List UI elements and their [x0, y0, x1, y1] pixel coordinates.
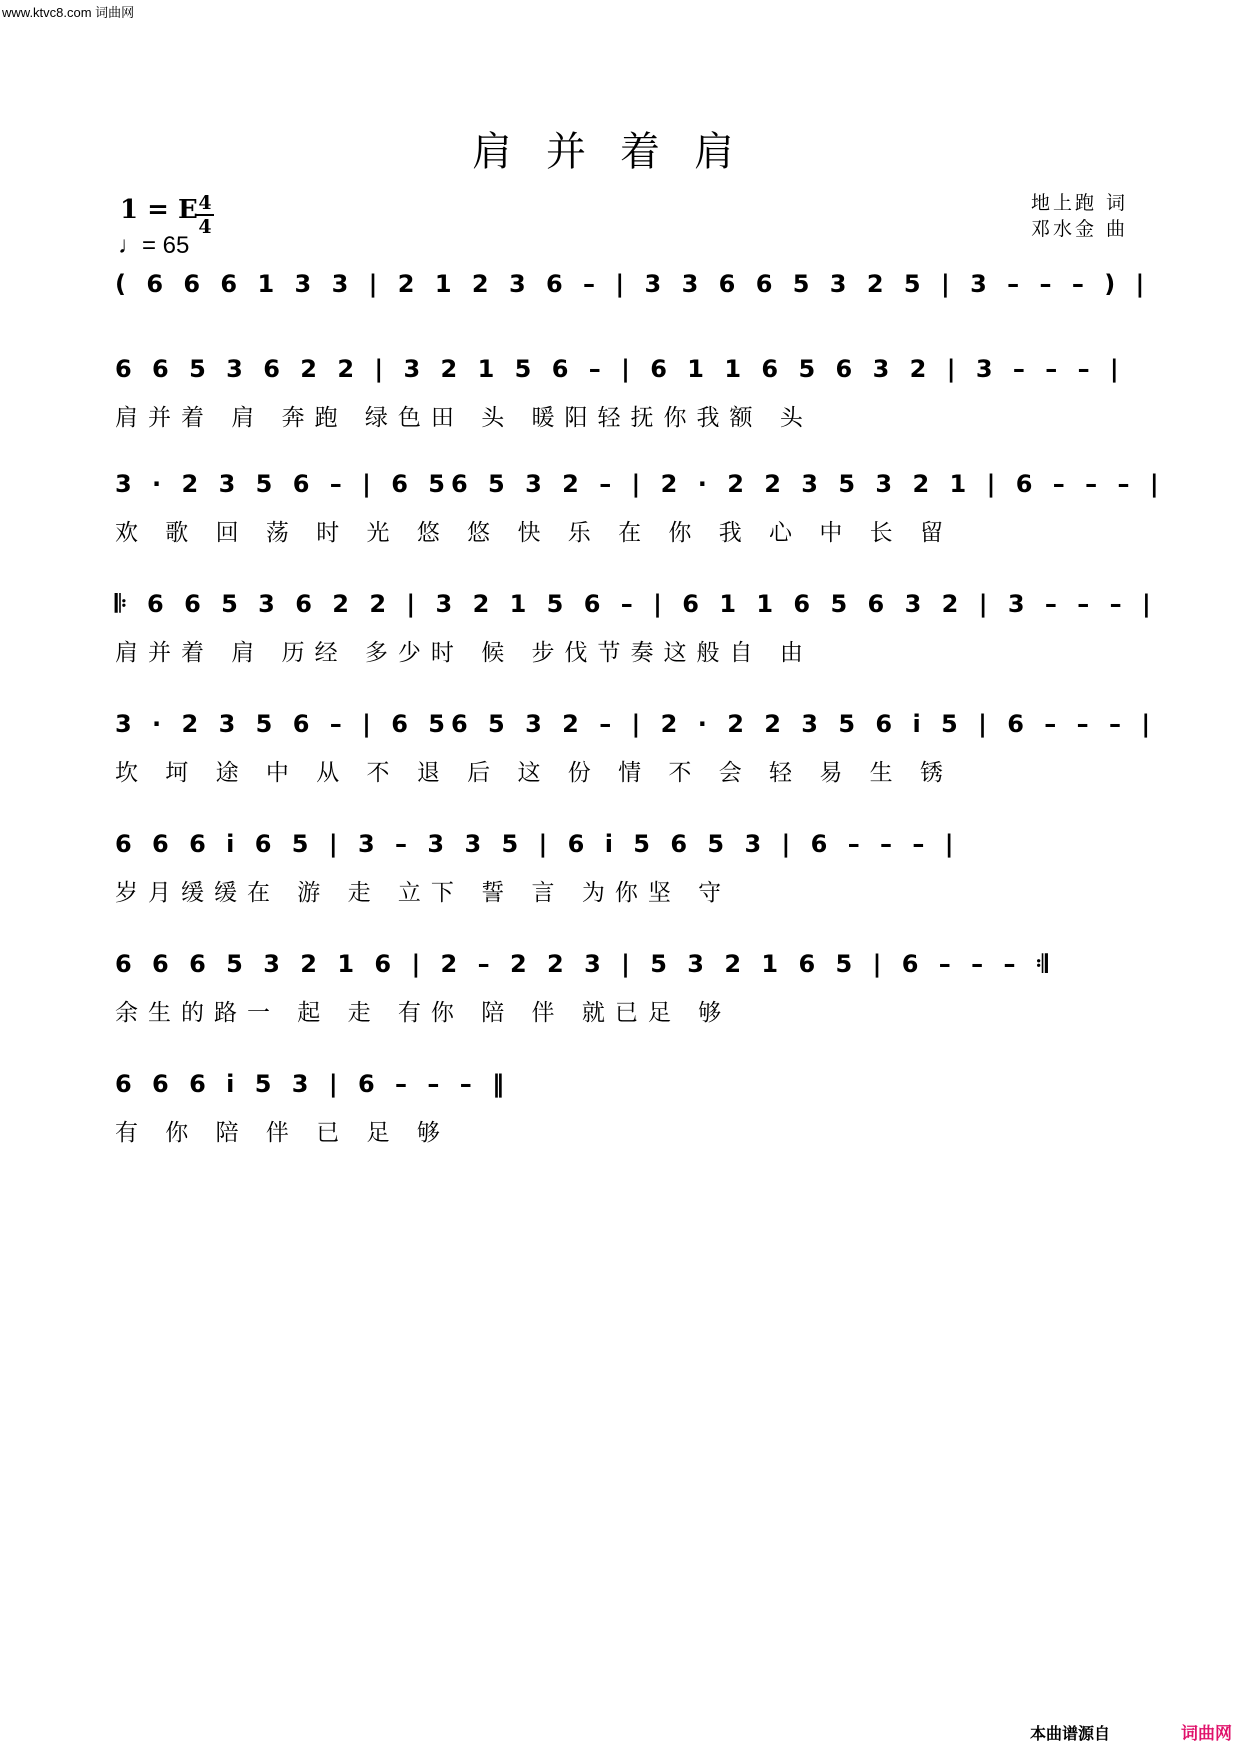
tempo-marking	[118, 232, 189, 260]
notation-line: 6 6 6 i 5 3 | 6 – – – ‖	[115, 1070, 511, 1098]
watermark-url: www.ktvc8.com 词曲网	[2, 5, 135, 20]
tempo-value: = 65	[142, 232, 190, 259]
notation-line: 6 6 5 3 6 2 2 | 3 2 1 5 6 – | 6 1 1 6 5 6 3 2 | 3 – – – |	[115, 355, 1125, 383]
score-system	[115, 470, 1165, 560]
score-system	[115, 590, 1157, 680]
notation-line: 3 · 2 3 5 6 – | 6 56 5 3 2 – | 2 · 2 2 3 5 6 i 5 | 6 – – – |	[115, 710, 1157, 738]
footer-logo: 词曲网	[1181, 1724, 1232, 1744]
lyrics-line: 有 你 陪 伴 已 足 够	[115, 1120, 450, 1146]
notation-line: 𝄆 6 6 5 3 6 2 2 | 3 2 1 5 6 – | 6 1 1 6 5 6 3 2 | 3 – – – |	[115, 590, 1157, 618]
time-signature-bottom: 4	[198, 216, 212, 238]
lyrics-line: 岁月缓缓在 游 走 立下 誓 言 为你坚 守	[115, 880, 732, 906]
lyrics-line: 肩并着 肩 奔跑 绿色田 头 暖阳轻抚你我额 头	[115, 405, 813, 431]
composer-credit: 邓水金 曲	[1030, 218, 1128, 240]
time-signature-top: 4	[198, 192, 212, 214]
lyrics-line: 余生的路一 起 走 有你 陪 伴 就已足 够	[115, 1000, 732, 1026]
quarter-note-icon: ♩	[118, 232, 142, 259]
score-system	[115, 710, 1157, 800]
key-signature: 1 = E	[120, 195, 198, 225]
time-signature	[196, 193, 214, 237]
score-system	[115, 355, 1130, 445]
score-system	[115, 270, 1151, 360]
notation-line: ( 6 6 6 1 3 3 | 2 1 2 3 6 – | 3 3 6 6 5 3 2 5 | 3 – – – ) |	[115, 270, 1151, 298]
notation-line: 6 6 6 i 6 5 | 3 – 3 3 5 | 6 i 5 6 5 3 | 6 – – – |	[115, 830, 960, 858]
score-system	[115, 950, 1130, 1040]
lyrics-line: 肩并着 肩 历经 多少时 候 步伐节奏这般自 由	[115, 640, 813, 666]
notation-line: 6 6 6 5 3 2 1 6 | 2 – 2 2 3 | 5 3 2 1 6 5 | 6 – – – 𝄇	[115, 950, 1054, 978]
lyrics-line: 欢 歌 回 荡 时 光 悠 悠 快 乐 在 你 我 心 中 长 留	[115, 520, 953, 546]
lyricist-credit: 地上跑 词	[1030, 192, 1128, 214]
song-title: 肩并着肩	[472, 129, 768, 175]
footer-source: 本曲谱源自	[1029, 1724, 1110, 1743]
lyrics-line: 坎 坷 途 中 从 不 退 后 这 份 情 不 会 轻 易 生 锈	[115, 760, 953, 786]
score-system	[115, 1070, 1130, 1160]
score-system	[115, 830, 1130, 920]
notation-line: 3 · 2 3 5 6 – | 6 56 5 3 2 – | 2 · 2 2 3 5 3 2 1 | 6 – – – |	[115, 470, 1165, 498]
